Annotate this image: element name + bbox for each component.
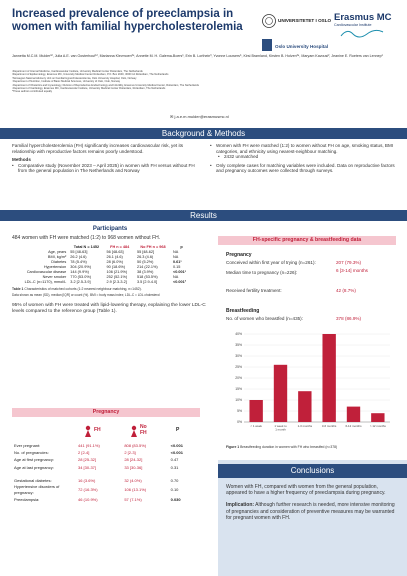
matching-bullet-text: Women with FH were matched (1:2) to women without FH on age, smoking status, BMI categories, and ethnicity using nearest-neighbour matching. [216, 143, 394, 154]
ous-logo [262, 38, 329, 54]
erasmus-mc-logo [333, 10, 403, 42]
participants-title: Participants [92, 226, 128, 232]
y-tick-label: 30% [235, 354, 242, 359]
participants-panel [12, 226, 208, 315]
mail-icon: ✉ [170, 114, 174, 119]
pregnancy-header [12, 420, 200, 442]
complete-cases-text: Only complete cases for matching variables were included. Data on reproductive factors and pregnancy outcomes were collected through surveys. [216, 162, 395, 174]
col-p: P [176, 427, 180, 433]
table-cell: 770 (53.0%) [70, 275, 91, 279]
background-right [210, 143, 398, 174]
background-left [12, 143, 202, 174]
affiliation-list [12, 70, 397, 94]
affiliation-line: ⁴Department of Nutrition, Institute of Basic Medical Sciences, University of Oslo, Oslo, Norway [12, 80, 121, 84]
table-cell: 2.9 [2.3-3.2] [106, 280, 127, 284]
table-row [12, 484, 198, 496]
x-tick-label: 3-6 months [321, 424, 337, 428]
bar-2 [298, 391, 311, 422]
conclusions-body [226, 484, 398, 521]
emc-logo-text: Erasmus MC [334, 12, 392, 23]
affiliation-line: ¹Department of Internal Medicine, Cardiovascular Institute, University Medical Center Rotterdam, The Netherlands [12, 70, 143, 73]
table-caption-text: Characteristics of matched cohorts (1:2 nearest neighbour matching, n=1452). [23, 287, 142, 291]
bf-row-label: No. of women who breastfed (n=435): [226, 316, 303, 321]
table-cell: Age, years [48, 250, 67, 254]
figure-caption-text: Breastfeeding duration in women with FH who breastfed (n=378) [239, 445, 338, 449]
x-tick-label: 6-12 months [345, 424, 362, 428]
table-cell: Hypertensive disorders of pregnancy: [14, 484, 60, 496]
implication-text [226, 502, 398, 521]
pregnancy-band: Pregnancy [12, 408, 200, 417]
affiliation-line: ³Norwegian National Advisory Unit on Familial Hypercholesterolemia, Oslo University Hospital, Oslo, Norway [12, 76, 137, 80]
table-cell: 57 (7.1%) [124, 497, 142, 503]
fh-row-value: 42 (8.7%) [336, 288, 356, 293]
bf-row [226, 316, 396, 326]
table-cell: LDL-C (n=1170), mmol/L [24, 280, 67, 284]
table-cell: 90 (18.6%) [106, 265, 126, 269]
uio-logo-text: UNIVERSITETET I OSLO [278, 18, 332, 23]
table-cell: 0.030 [170, 497, 181, 503]
y-tick-label: 10% [235, 398, 242, 403]
bar-5 [371, 413, 384, 422]
methods-bullet [12, 163, 202, 174]
table-header-cell: Total N = 1452 [73, 245, 100, 249]
table-cell: 50 (5.2%) [136, 260, 154, 264]
x-tick-label: 1 week to 1 month [274, 424, 287, 432]
table-cell: 0.70 [170, 477, 179, 483]
conclusion-text: Women with FH, compared with women from the general population, appeared to have a higher frequency of preeclampsia during pregnancy. [226, 484, 386, 497]
table-cell: 144 (9.9%) [70, 270, 89, 274]
table-cell: Hypertension [43, 265, 67, 269]
background-intro: Familial hypercholesterolemia (FH) significantly increases cardiovascular risk, yet its relationship with reproductive factors remains poorly understood. [12, 143, 184, 154]
y-tick-label: 25% [235, 365, 242, 370]
col-nofh: No FH [140, 424, 147, 436]
methods-bullet-text: Comparative study (November 2023 – April 2025) in women with FH versus without FH from the general population in The Netherlands and Norway [18, 162, 195, 174]
lipid-lowering-text: 95% of women with FH were treated with lipid-lowering therapy, explaining the lower LDL-C levels compared to the reference group (Table 1). [12, 303, 206, 314]
affiliation-line: ²Department of Epidemiology, Erasmus MC, University Medical Center Rotterdam, P.O. Box 2040, 3000 CA Rotterdam, The Netherlands [12, 73, 169, 77]
table-cell: 3.5 [2.9-4.0] [136, 280, 158, 284]
bf-row-value: 378 (86.9%) [336, 316, 362, 321]
table-cell: 72 (16.3%) [78, 487, 98, 493]
female-icon-fh [84, 424, 92, 442]
table-cell: <0.001² [173, 280, 186, 284]
table-cell: 304 (20.9%) [70, 265, 91, 269]
participants-intro: 484 women with FH were matched (1:2) to 968 women without FH. [12, 235, 161, 241]
table-cell: Gestational diabetes: [14, 477, 52, 483]
table-cell: No. of pregnancies: [14, 450, 49, 456]
table-cell: 28 (6.0%) [106, 260, 123, 264]
table-cell: 28 [25-32] [78, 457, 97, 463]
bullet-icon: • [12, 162, 14, 168]
table-header-cell: p [180, 245, 183, 249]
ous-logo-text: Oslo University Hospital [275, 44, 329, 49]
unmatched-sub-bullet [210, 154, 398, 160]
table-cell: 16 (3.6%) [78, 477, 96, 483]
table-cell: 26.1 (4.6) [106, 255, 123, 259]
figure-caption [226, 445, 396, 449]
matching-bullet [210, 143, 398, 154]
table-cell: 0.15 [173, 265, 181, 269]
table-row [12, 464, 198, 471]
table-cell: NA [173, 275, 179, 279]
table-cell: Diabetes [51, 260, 67, 264]
table-cell: 0.31 [170, 464, 179, 470]
table-cell: 46 (10.9%) [78, 497, 98, 503]
table-cell: BMI, kg/m² [47, 255, 67, 259]
table-cell: 55 [48-62] [136, 250, 155, 254]
poster-header [0, 0, 407, 120]
x-tick-label: > 12 months [369, 424, 386, 428]
affiliation-line: ⁵Department of Obstetrics and Gynecology, Division of Reproductive Endocrinology and Infertility, Erasmus University Medical Center, Rotterdam, The Netherlands [12, 83, 199, 87]
bar-3 [322, 334, 335, 422]
fh-row-label: Median time to pregnancy (n=226): [226, 270, 298, 275]
table-cell: Age at last pregnancy: [14, 464, 54, 470]
table-cell: 214 (22.1%) [136, 265, 158, 269]
y-tick-label: 40% [235, 332, 242, 337]
female-icon-nofh [130, 424, 138, 442]
table-row [12, 456, 198, 463]
implication-body: Although further research is needed, more intensive monitoring of pregnancies and consideration of preventive measures may be warranted for pregnant women with FH. [226, 502, 395, 521]
author-list: Jannetta M.C.M. Mulder¹², Julia A.E. van Oosterhout¹², Marianna Klevmoen³⁴, Annette M. H. Galema-Boers¹, Erin B. Lorthein³, Yvonne Louwers⁵, Kirsi Bramland, Kirsten B. Holven³⁴, Maryam Kavousi², Jeanine E. Roeters van Lennep¹ [12, 54, 383, 58]
figure-caption-label: Figure 1 [226, 445, 240, 449]
y-tick-label: 5% [237, 409, 242, 414]
fh-specific-band: FH-specific pregnancy & breastfeeding data [218, 236, 396, 245]
background-methods-band: Background & Methods [0, 128, 407, 139]
bar-1 [274, 365, 287, 422]
table-cell: NA [173, 250, 179, 254]
implication-label: Implication: [226, 502, 255, 509]
bar-0 [249, 400, 262, 422]
bullet-icon: • [218, 154, 220, 160]
table-cell: <0.001 [170, 450, 183, 456]
fh-row-value: 207 (79.3%) [336, 260, 362, 265]
conclusions-band: Conclusions [218, 464, 407, 478]
table-cell: 38 (3.9%) [136, 270, 154, 274]
table-cell: 55 [48-63] [70, 250, 88, 254]
pregnancy-table [12, 442, 198, 503]
table-cell: 28 [24-32] [124, 457, 143, 463]
contact-line [170, 114, 229, 119]
table-header-cell: No FH n = 968 [140, 245, 166, 249]
fh-row [226, 288, 396, 302]
emc-logo-sub: Cardiovascular Institute [334, 23, 372, 27]
table-cell: 441 (91.1%) [78, 443, 100, 448]
table-caption-label: Table 1 [12, 287, 24, 291]
table-cell: 0.47 [170, 457, 179, 463]
characteristics-table [12, 245, 192, 285]
table-cell: 0.10 [170, 487, 179, 493]
table-row [12, 496, 198, 503]
results-band: Results [0, 210, 407, 221]
col-fh: FH [94, 427, 101, 433]
poster-title: Increased prevalence of preeclampsia in women with familial hypercholesterolemia [12, 8, 243, 33]
y-tick-label: 20% [235, 376, 242, 381]
table-cell: <0.001 [170, 443, 183, 448]
table-cell: 56 [48-63] [106, 250, 124, 254]
contact-email[interactable]: j.a.e.m.mulder@erasmusmc.nl [174, 114, 229, 119]
complete-cases-bullet [210, 163, 398, 174]
table-cell: Never smoker [42, 275, 67, 279]
x-tick-label: < 1 week [250, 424, 262, 428]
fh-specific-panel [226, 252, 396, 449]
breastfeeding-chart [226, 330, 396, 443]
table-cell: 2 [2-4] [78, 450, 90, 456]
pregnancy-panel [12, 420, 200, 503]
table-cell: 33 [30-36] [124, 464, 143, 470]
bullet-icon: • [210, 143, 212, 148]
table-cell: Preeclampsia: [14, 497, 40, 503]
table-notes: Data shown as mean (SD), median [IQR] or count (%). BMI = body mass index; LDL-C = LDL cholesterol [12, 293, 160, 298]
methods-label: Methods [12, 157, 31, 163]
affiliation-line: ⁶Department of Cardiology, Erasmus MC, Cardiovascular Institute, University Medical Center Rotterdam, Rotterdam, The Netherlands [12, 87, 166, 91]
y-tick-label: 0% [237, 420, 242, 425]
fh-row-value: 6 [3-14] months [336, 268, 368, 273]
bar-4 [347, 407, 360, 422]
affiliation-line: *These authors contributed equally [12, 90, 53, 94]
table-cell: Age at first pregnancy: [14, 457, 55, 463]
y-tick-label: 35% [235, 343, 242, 348]
bullet-icon: • [210, 162, 212, 168]
x-tick-label: 1-3 months [297, 424, 313, 428]
table-row [12, 442, 198, 449]
table-cell: Ever pregnant: [14, 443, 41, 448]
table-header-cell: FH n = 484 [110, 245, 130, 249]
table-cell: 2 [2-3] [124, 450, 136, 456]
table-cell: 32 (4.0%) [124, 477, 142, 483]
table-row [12, 449, 198, 456]
uio-logo [262, 12, 332, 30]
table-cell: 106 (13.1%) [124, 487, 147, 493]
fh-row [226, 260, 396, 270]
table-cell: 808 (83.5%) [124, 443, 147, 448]
table-cell: NA [173, 255, 179, 259]
table-row [12, 280, 192, 285]
unmatched-text: 2432 unmatched [224, 154, 259, 160]
table-cell: 78 (5.4%) [70, 260, 87, 264]
table-cell: 26.2 (4.6) [70, 255, 87, 259]
table-cell: 0.61¹ [173, 260, 182, 264]
fh-row-label: Received fertility treatment: [226, 288, 282, 293]
table-cell: 518 (53.5%) [136, 275, 158, 279]
breastfeeding-label: Breastfeeding [226, 308, 260, 314]
table-cell: 3.2 [2.5-3.9] [70, 280, 91, 284]
table-cell: Cardiovascular disease [26, 270, 67, 274]
table-cell: 252 (52.1%) [106, 275, 128, 279]
table-cell: 34 [30-37] [78, 464, 97, 470]
table-cell: 26.3 (4.6) [136, 255, 154, 259]
fh-row-label: Conceived within first year of trying (n=261): [226, 260, 316, 265]
table-row [12, 477, 198, 484]
breastfeeding-chart-svg [226, 330, 394, 438]
y-tick-label: 15% [235, 387, 242, 392]
fh-pregnancy-label: Pregnancy [226, 252, 252, 258]
table-caption [12, 287, 208, 291]
table-cell: 106 (21.9%) [106, 270, 128, 274]
table-cell: <0.001¹ [173, 270, 186, 274]
fh-row [226, 270, 396, 280]
